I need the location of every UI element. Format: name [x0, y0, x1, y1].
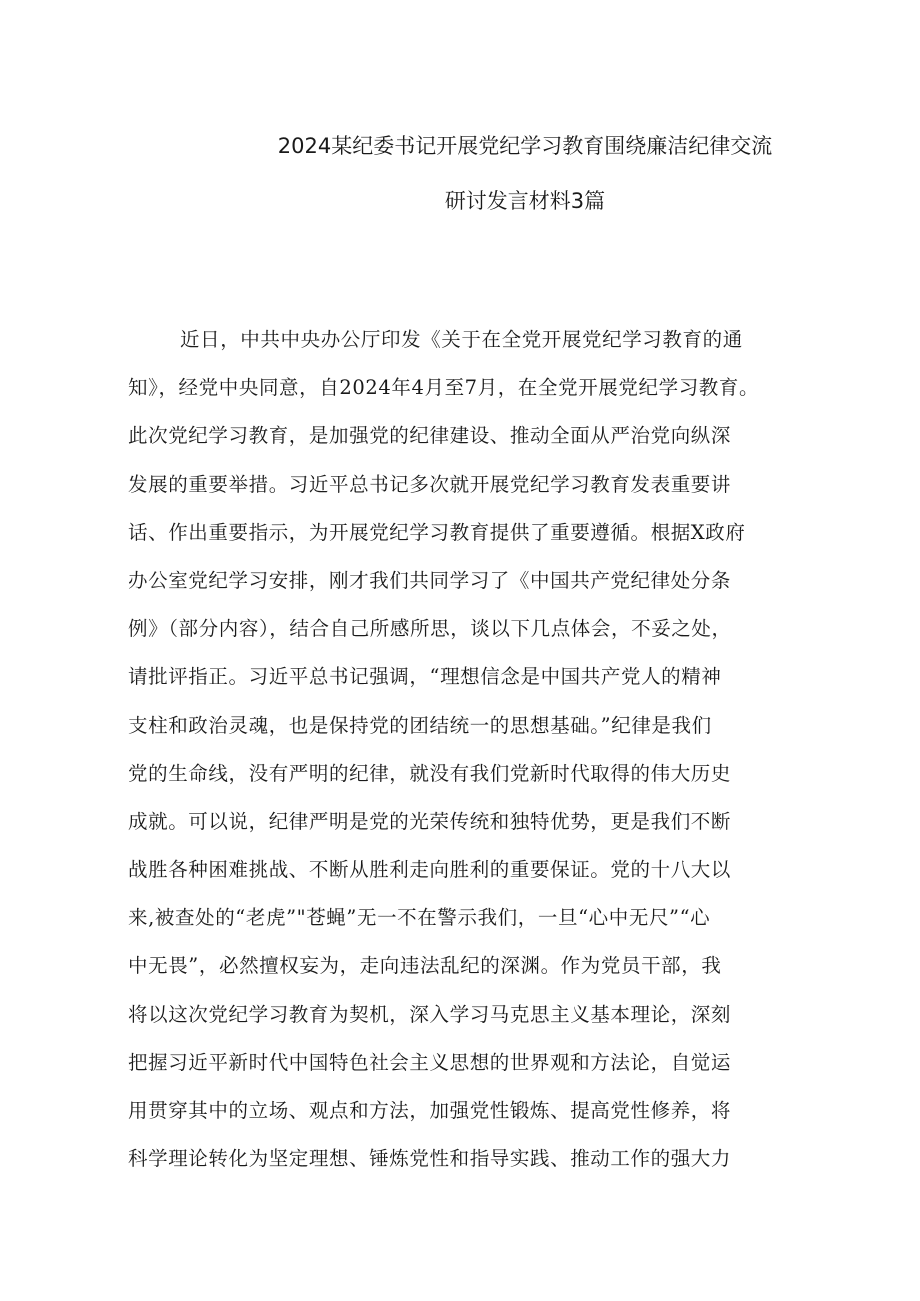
paragraph-line: 此次党纪学习教育，是加强党的纪律建设、推动全面从严治党向纵深: [128, 424, 732, 448]
paragraph-line: 把握习近平新时代中国特色社会主义思想的世界观和方法论，自觉运: [128, 1050, 732, 1074]
paragraph-line: 近日，中共中央办公厅印发《关于在全党开展党纪学习教育的通: [180, 328, 743, 351]
paragraph-line: 将以这次党纪学习教育为契机，深入学习马克思主义基本理论，深刻: [128, 1002, 732, 1026]
paragraph-line: 来,被查处的“老虎”"苍蝇”无一不在警示我们，一旦“心中无尺”“心: [128, 906, 711, 930]
paragraph-line: 发展的重要举措。习近平总书记多次就开展党纪学习教育发表重要讲: [128, 472, 732, 496]
paragraph-line: 请批评指正。习近平总书记强调，“理想信念是中国共产党人的精神: [128, 665, 722, 689]
body-paragraph: [128, 325, 808, 1192]
paragraph-line: 中无畏”，必然擅权妄为，走向违法乱纪的深渊。作为党员干部，我: [128, 954, 722, 978]
paragraph-line: 知》，经党中央同意，自2024年4月至7月，在全党开展党纪学习教育。: [128, 376, 760, 400]
paragraph-line: 用贯穿其中的立场、观点和方法，加强党性锻炼、提高党性修养，将: [128, 1099, 732, 1122]
paragraph-line: 成就。可以说，纪律严明是党的光荣传统和独特优势，更是我们不断: [128, 809, 732, 833]
paragraph-line: 科学理论转化为坚定理想、锤炼党性和指导实践、推动工作的强大力: [128, 1147, 732, 1171]
paragraph-line: 战胜各种困难挑战、不断从胜利走向胜利的重要保证。党的十八大以: [128, 858, 732, 882]
document-title-line-1: 2024某纪委书记开展党纪学习教育围绕廉洁纪律交流: [277, 134, 773, 158]
paragraph-line: 话、作出重要指示，为开展党纪学习教育提供了重要遵循。根据X政府: [128, 520, 746, 544]
paragraph-line: 支柱和政治灵魂，也是保持党的团结统一的思想基础。”纪律是我们: [128, 713, 712, 737]
paragraph-line: 办公室党纪学习安排，刚才我们共同学习了《中国共产党纪律处分条: [128, 568, 732, 592]
paragraph-line: 党的生命线，没有严明的纪律，就没有我们党新时代取得的伟大历史: [128, 761, 732, 785]
paragraph-line: 例》（部分内容），结合自己所感所思，谈以下几点体会，不妥之处，: [128, 617, 732, 641]
document-title-line-2: 研讨发言材料3篇: [444, 189, 606, 213]
